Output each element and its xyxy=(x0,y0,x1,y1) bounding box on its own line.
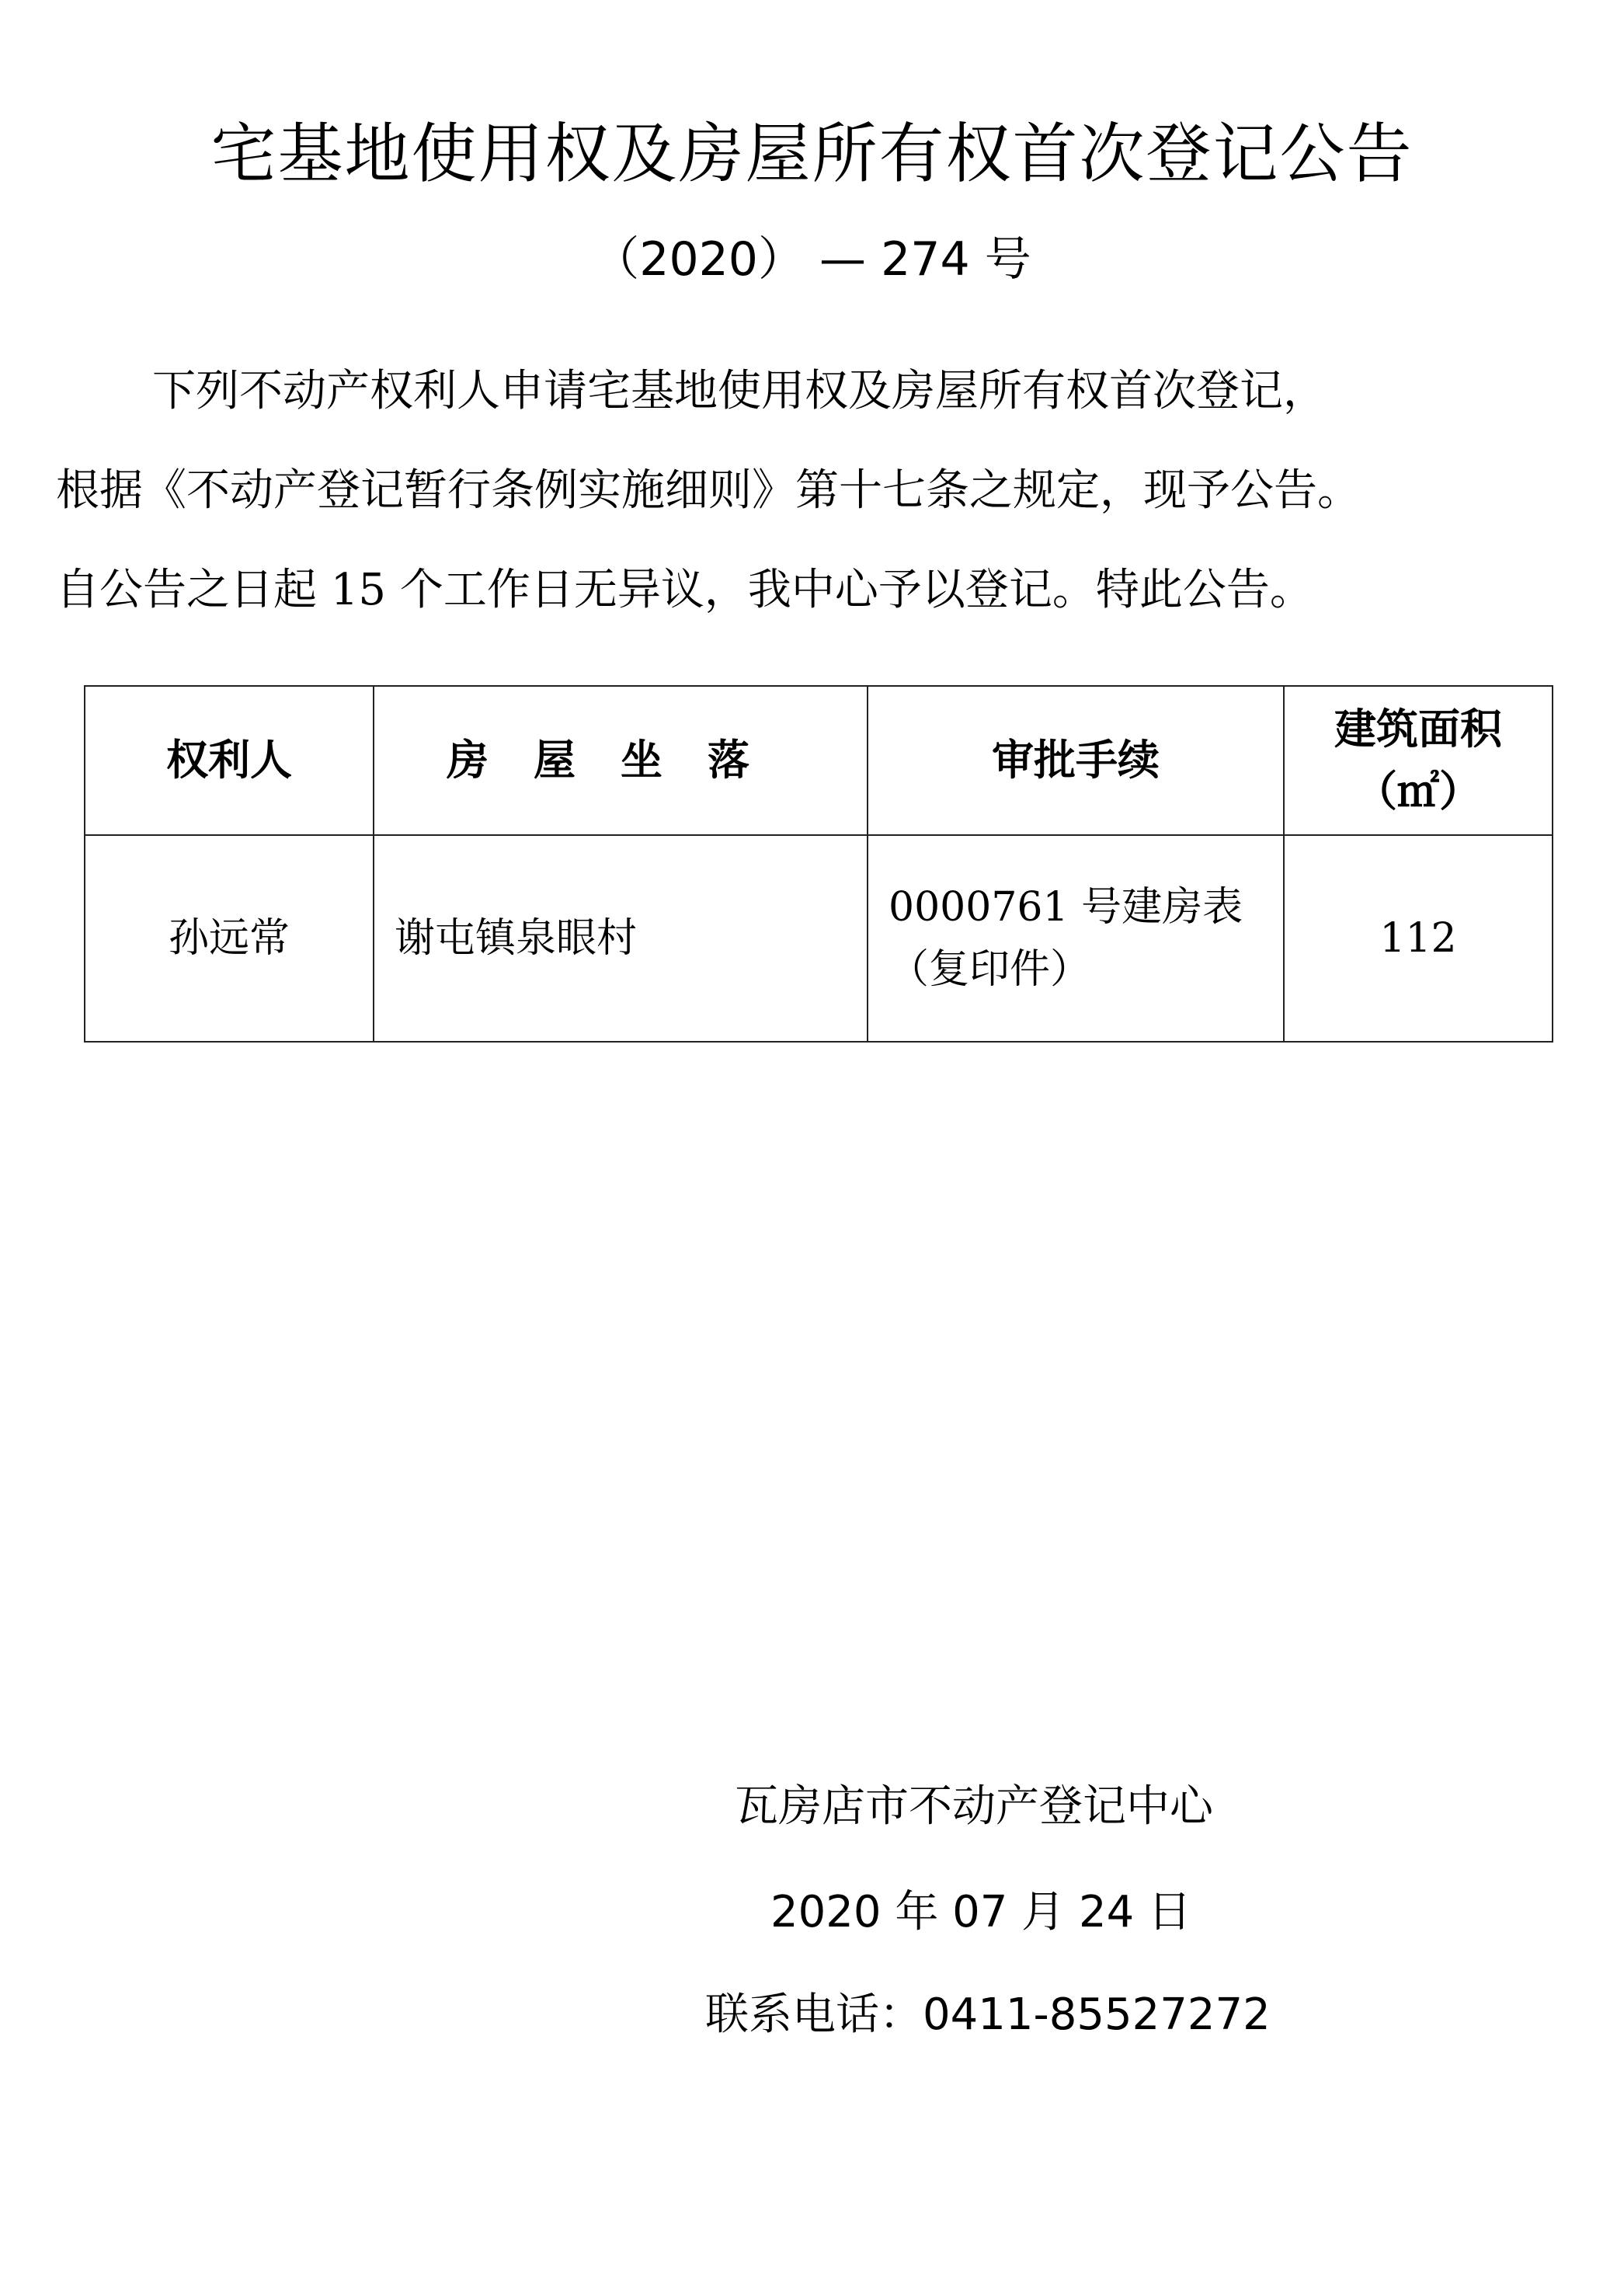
notice-body xyxy=(56,342,1574,640)
header-owner: 权利人 xyxy=(85,686,374,835)
notice-number: （2020） — 274 号 xyxy=(593,232,1031,287)
footer-date: 2020 年 07 月 24 日 xyxy=(770,1887,1192,1937)
notice-title: 宅基地使用权及房屋所有权首次登记公告 xyxy=(210,116,1414,192)
header-area-label: 建筑面积 xyxy=(1334,705,1502,754)
cell-approval-line2: （复印件） xyxy=(889,946,1091,993)
cell-approval-line1: 0000761 号建房表 xyxy=(889,884,1243,931)
footer-contact: 联系电话：0411-85527272 xyxy=(705,1989,1271,2040)
table-header-row xyxy=(85,686,1553,835)
notice-body-line: 下列不动产权利人申请宅基地使用权及房屋所有权首次登记， xyxy=(152,366,1327,416)
cell-area: 112 xyxy=(1284,835,1553,1042)
notice-body-line: 自公告之日起 15 个工作日无异议，我中心予以登记。特此公告。 xyxy=(56,565,1313,615)
table-row xyxy=(85,835,1553,1042)
header-area xyxy=(1284,686,1553,835)
header-location: 房屋坐落 xyxy=(374,686,868,835)
registration-table xyxy=(84,685,1553,1043)
header-area-unit: （㎡） xyxy=(1355,767,1481,816)
footer-organization: 瓦房店市不动产登记中心 xyxy=(735,1781,1213,1832)
cell-approval xyxy=(868,835,1284,1042)
cell-owner: 孙远常 xyxy=(85,835,374,1042)
header-approval: 审批手续 xyxy=(868,686,1284,835)
notice-body-line: 根据《不动产登记暂行条例实施细则》第十七条之规定，现予公告。 xyxy=(56,465,1361,516)
cell-location: 谢屯镇泉眼村 xyxy=(374,835,868,1042)
